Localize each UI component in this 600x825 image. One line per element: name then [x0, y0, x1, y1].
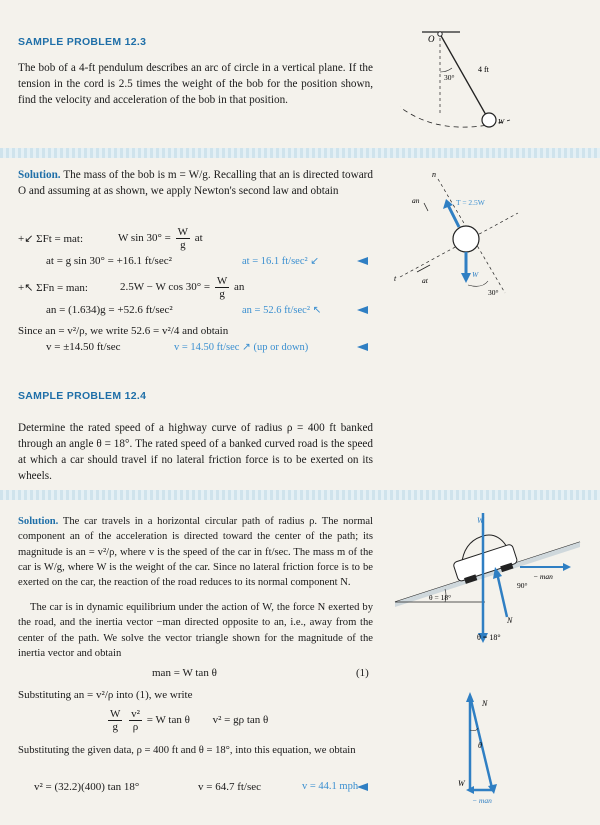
- solution-intro-text: The mass of the bob is m = W/g. Recalling that an is directed toward O and assuming at as shown, we apply Newton's second law and obtain: [18, 169, 373, 197]
- eq3-frac-den: g: [219, 288, 225, 300]
- triangle-n-label: N: [482, 699, 488, 708]
- eq3-left-124: v² = (32.2)(400) tan 18°: [34, 781, 140, 793]
- at-arrow: [417, 265, 430, 272]
- car-right-angle-label: 90°: [517, 581, 528, 590]
- eq2: at = g sin 30° = +16.1 ft/sec²: [46, 255, 172, 267]
- eq1-middle: [118, 226, 203, 251]
- angle-arc-30: [468, 281, 488, 286]
- t-label: t: [394, 274, 397, 283]
- an-label: an: [412, 196, 420, 205]
- pivot-label: O: [428, 34, 435, 44]
- solution-12-3-intro: [18, 167, 373, 199]
- problem-12-4-heading: SAMPLE PROBLEM 12.4: [18, 390, 147, 402]
- eq3-middle: [120, 275, 244, 300]
- car-man-label: − man: [533, 572, 553, 581]
- eq1-fraction: [176, 226, 190, 251]
- angle-label: 30°: [444, 73, 455, 82]
- eq2-right: v² = gρ tan θ: [212, 714, 269, 727]
- eq3-mid-124: v = 64.7 ft/sec: [198, 781, 262, 793]
- car-w-label: W: [477, 516, 484, 525]
- answer-marker-4: [357, 783, 368, 791]
- car-angle-label: θ = 18°: [429, 593, 452, 602]
- eq-number-1: (1): [356, 667, 369, 679]
- banked-car-figure: [385, 505, 590, 655]
- triangle-theta-label: θ: [478, 741, 482, 750]
- problem-12-3-statement: The bob of a 4-ft pendulum describes an arc of circle in a vertical plane. If the tension in the cord is 2.5 times the weight of the bob for the position shown, find the velocity and acceleration of the bob in that position.: [18, 62, 373, 106]
- car-theta-bottom: θ = 18°: [477, 633, 501, 642]
- angle-30-label: 30°: [488, 288, 499, 297]
- angle-arc: [440, 68, 452, 72]
- eq1-mid-a: W sin 30° =: [118, 232, 171, 245]
- eq1-mid-b: at: [194, 232, 203, 245]
- solution-12-4-para1-text: The car travels in a horizontal circular path of radius ρ. The normal component an of the acceleration is directed toward the center of the path; its magnitude is an = v²/ρ, where v is the speed of the car in ft/sec. The mass m of the car is W/g, where W is the weight of the car. Since no lateral friction force is to be exerted on the car, the reaction of the road reduces to its normal component N.: [18, 516, 373, 589]
- length-label: 4 ft: [478, 65, 489, 74]
- eq3-left: +↖ ΣFn = man:: [18, 282, 88, 294]
- solution-12-4-para2: The car is in dynamic equilibrium under the action of W, the force N exerted by the road, and the inertia vector −man directed opposite to an, i.e., away from the center of the path. We solve the vector triangle shown for the magnitude of the inertia vector and obtain: [18, 602, 373, 659]
- eq2-frac1-den: g: [112, 721, 118, 733]
- substitution-line-2: Substituting the given data, ρ = 400 ft and θ = 18°, into this equation, we obtain: [18, 745, 356, 756]
- eq3-mid-b: an: [234, 281, 245, 294]
- eq2-frac2-den: ρ: [132, 721, 139, 733]
- car-n-label: N: [507, 616, 513, 625]
- inertia-arrowhead-car: [563, 563, 571, 571]
- eq-man: man = W tan θ: [152, 667, 217, 679]
- eq1-frac-den: g: [180, 239, 186, 251]
- eq-substituted: [106, 708, 268, 733]
- solution-12-4-para1: [18, 514, 373, 590]
- eq1-frac-num: W: [177, 226, 189, 238]
- eq6: v = ±14.50 ft/sec: [46, 341, 121, 353]
- solution-12-4-label: Solution.: [18, 516, 59, 527]
- eq3-frac-num: W: [216, 275, 228, 287]
- an-arrow: [424, 203, 428, 211]
- answer-marker-1: [357, 257, 368, 265]
- answer-marker-3: [357, 343, 368, 351]
- eq2-frac2-num: v²: [131, 708, 140, 720]
- solution-label: Solution.: [18, 169, 61, 181]
- substitution-line: Substituting an = v²/ρ into (1), we write: [18, 689, 193, 701]
- eq2-frac1-num: W: [110, 708, 121, 720]
- at-label: at: [422, 276, 428, 285]
- answer-at: at = 16.1 ft/sec² ↙: [242, 256, 320, 267]
- pendulum-bob: [482, 113, 496, 127]
- tension-vector: [448, 205, 459, 227]
- tension-label: T = 2.5W: [456, 198, 485, 207]
- normal-vector-car: [497, 573, 507, 617]
- section-divider-band: [0, 148, 600, 158]
- answer-marker-2: [357, 306, 368, 314]
- eq2-rest: = W tan θ: [146, 714, 190, 727]
- triangle-w-label: W: [458, 779, 465, 788]
- bob-label: W: [498, 117, 505, 126]
- problem-12-4-statement: Determine the rated speed of a highway curve of radius ρ = 400 ft banked through an angle θ = 18°. The rated speed of a banked curved road is the speed at which a car should travel if no lateral friction force is to be exerted on its wheels.: [18, 422, 373, 482]
- n-label: n: [432, 170, 436, 179]
- triangle-man-label: − man: [472, 796, 492, 805]
- pendulum-figure: [400, 20, 590, 150]
- answer-an: an = 52.6 ft/sec² ↖: [242, 305, 322, 316]
- eq1-left: +↙ ΣFt = mat:: [18, 233, 84, 245]
- eq3-mid-a: 2.5W − W cos 30° =: [120, 281, 211, 294]
- vector-triangle-figure: [440, 690, 560, 815]
- eq3-fraction: [215, 275, 229, 300]
- free-body-diagram: [390, 165, 590, 310]
- w-label: W: [472, 270, 479, 279]
- line5: Since an = v²/ρ, we write 52.6 = v²/4 and obtain: [18, 325, 229, 337]
- pivot-point: [438, 32, 442, 36]
- eq4: an = (1.634)g = +52.6 ft/sec²: [46, 304, 173, 316]
- section-divider-band-2: [0, 490, 600, 500]
- answer-v: v = 14.50 ft/sec ↗ (up or down): [174, 342, 309, 353]
- eq2-frac1: [108, 708, 122, 733]
- weight-arrowhead: [461, 273, 471, 283]
- bob-circle: [453, 226, 479, 252]
- answer-mph: v = 44.1 mph: [302, 781, 359, 792]
- eq2-frac2: [129, 708, 142, 733]
- problem-12-3-heading: SAMPLE PROBLEM 12.3: [18, 36, 147, 48]
